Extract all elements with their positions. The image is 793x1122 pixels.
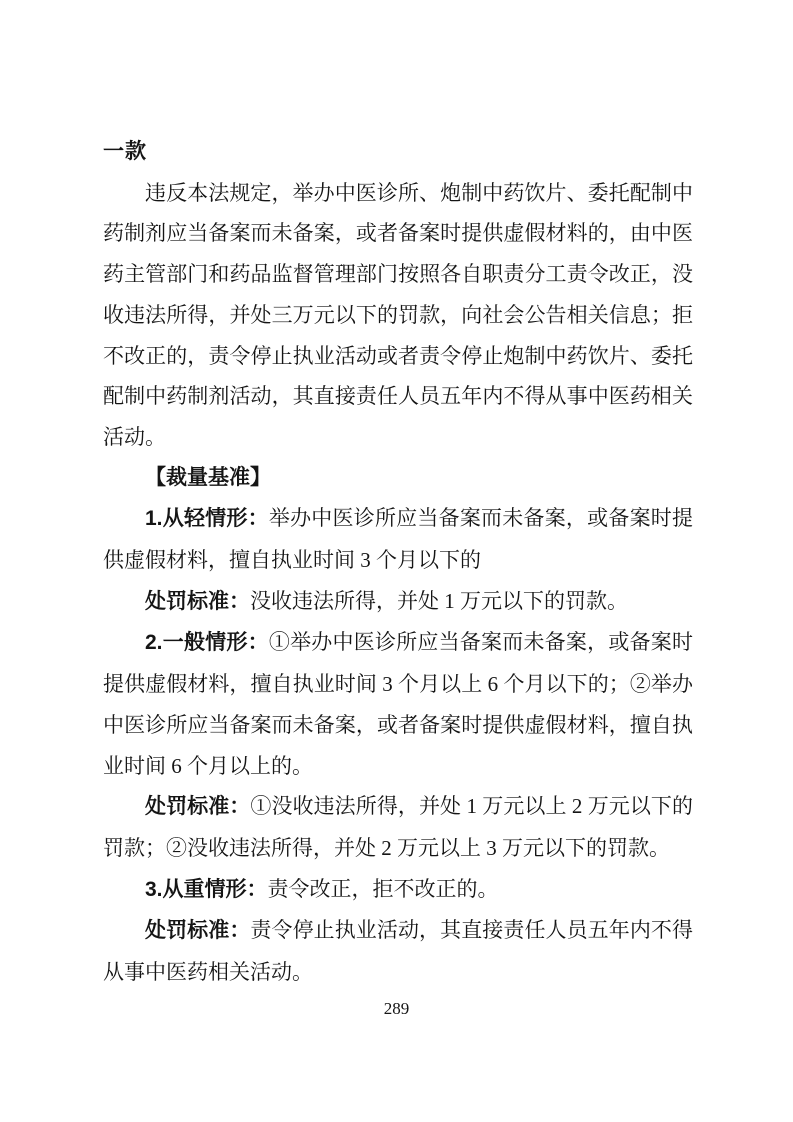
item-label: 3.从重情形： (145, 877, 268, 901)
clause-heading: 一款 (103, 140, 147, 163)
item-text: ①没收违法所得，并处 1 万元以上 2 万元以下的罚款；②没收违法所得，并处 2 万元以上 3 万元以下的罚款。 (103, 794, 694, 860)
intro-paragraph: 违反本法规定，举办中医诊所、炮制中药饮片、委托配制中药制剂应当备案而未备案，或者备案时提供虚假材料的，由中医药主管部门和药品监督管理部门按照各自职责分工责令改正，没收违法所得，并处三万元以下的罚款，向社会公告相关信息；拒不改正的，责令停止执业活动或者责令停止炮制中药饮片、委托配制中药制剂活动，其直接责任人员五年内不得从事中医药相关活动。 (103, 180, 693, 449)
item-label: 处罚标准： (145, 795, 251, 819)
item-label: 处罚标准： (145, 589, 250, 613)
document-content (103, 132, 693, 993)
section-heading: 【裁量基准】 (145, 465, 271, 489)
item-text: 责令改正，拒不改正的。 (267, 876, 499, 901)
item-paragraph-penalty-2 (103, 786, 693, 868)
item-text: 举办中医诊所应当备案而未备案，或备案时提供虚假材料，擅自执业时间 3 个月以下的 (103, 506, 694, 573)
item-paragraph-general (103, 622, 693, 786)
item-paragraph-penalty-1 (103, 581, 693, 623)
item-paragraph-penalty-3 (103, 910, 693, 992)
item-text: 没收违法所得，并处 1 万元以下的罚款。 (250, 588, 628, 613)
item-label: 1.从轻情形： (145, 507, 269, 531)
item-label: 2.一般情形： (145, 631, 269, 655)
item-label: 处罚标准： (145, 919, 251, 943)
item-text: 责令停止执业活动，其直接责任人员五年内不得从事中医药相关活动。 (103, 918, 694, 985)
item-paragraph-lenient (103, 498, 693, 580)
item-paragraph-severe (103, 869, 693, 911)
item-text: ①举办中医诊所应当备案而未备案，或备案时提供虚假材料，擅自执业时间 3 个月以上 6 个月以下的；②举办中医诊所应当备案而未备案，或者备案时提供虚假材料，擅自执业时间 6 个月以上的。 (103, 630, 694, 778)
page-number: 289 (383, 999, 410, 1018)
